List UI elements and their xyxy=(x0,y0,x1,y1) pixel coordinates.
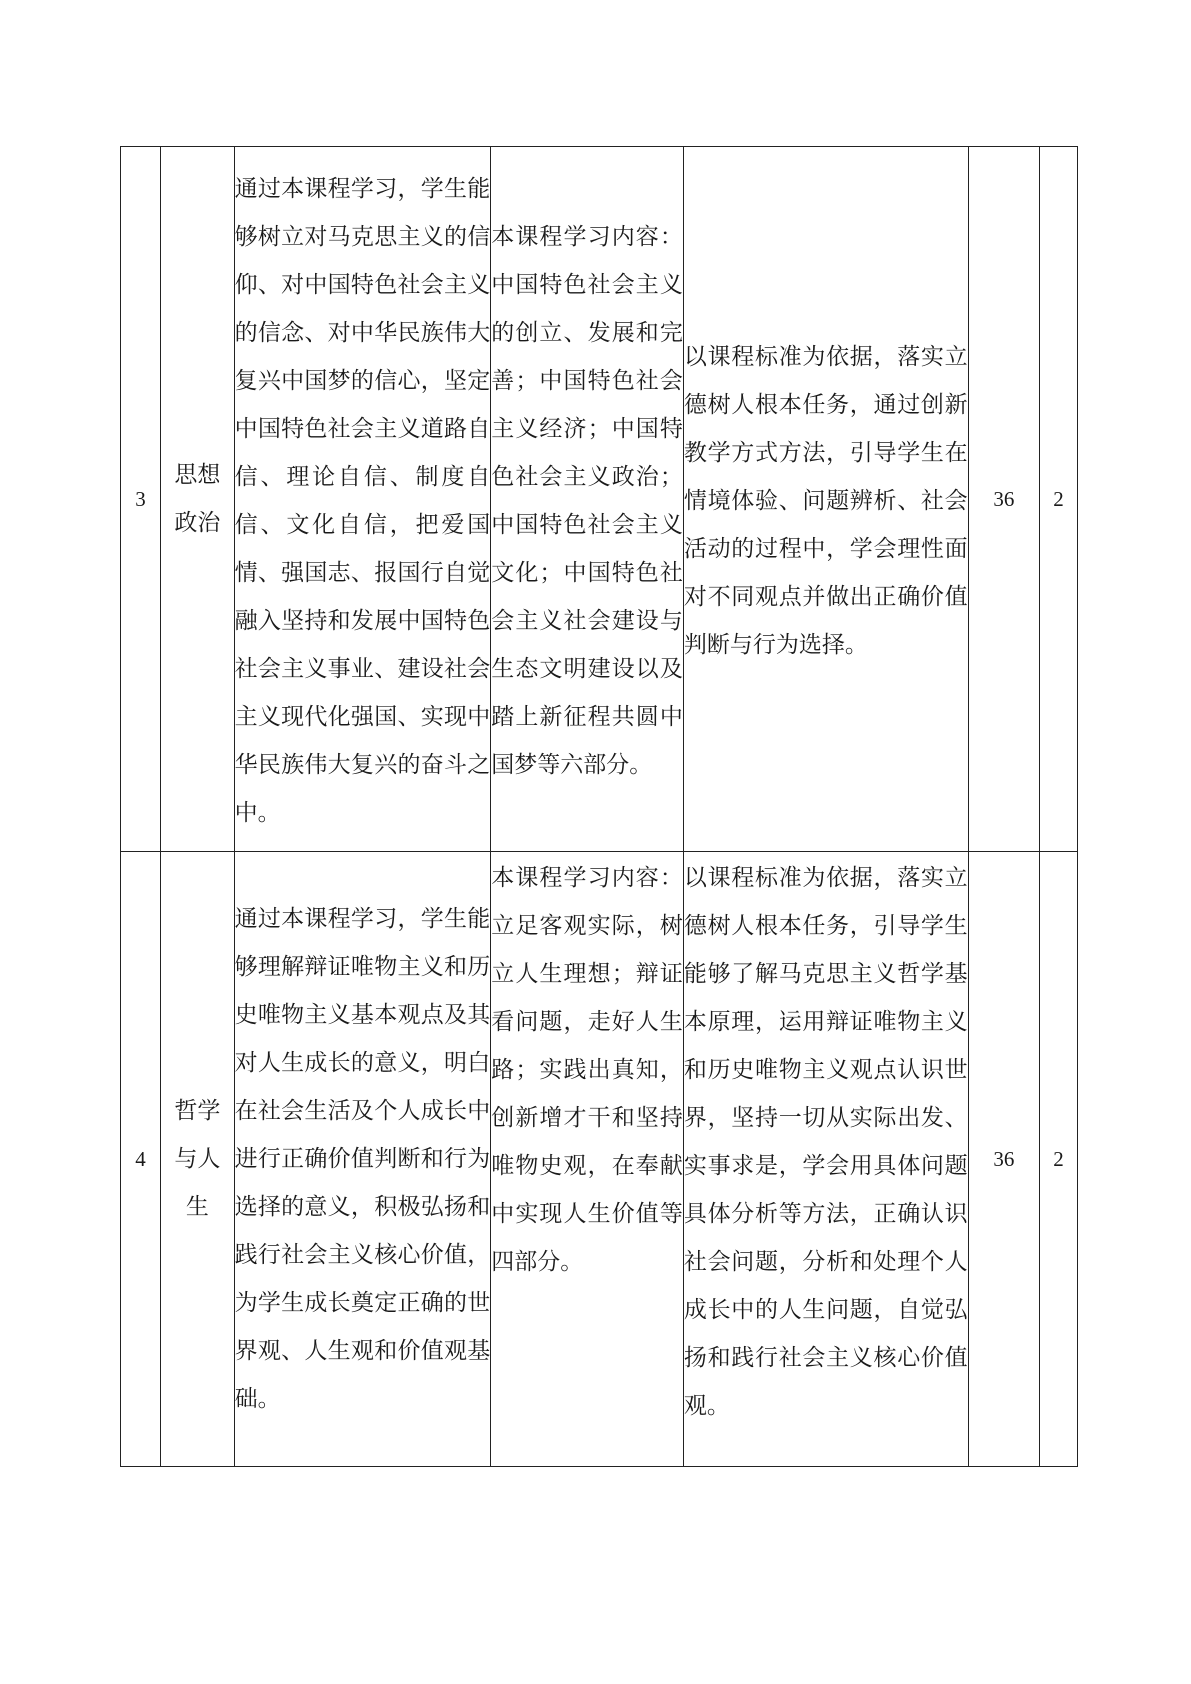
course-table xyxy=(120,146,1078,1467)
course-hours: 36 xyxy=(968,852,1039,1467)
course-requirement: 以课程标准为依据，落实立德树人根本任务，引导学生能够了解马克思主义哲学基 本原理，运用辩证唯物主义和历史唯物主义观点认识世界，坚持一切从实际出发、实事求是，学会用具体问题具体分析等方法，正确认识社会问题，分析和处理个人成长中的人生问题，自觉弘扬和践行社会主义核心价值观。 xyxy=(683,852,968,1467)
course-credits: 2 xyxy=(1040,147,1078,852)
course-credits: 2 xyxy=(1040,852,1078,1467)
course-name xyxy=(161,147,235,852)
course-name-line: 思想 xyxy=(174,462,221,488)
course-name xyxy=(161,852,235,1467)
course-name-line: 哲学 xyxy=(174,1098,221,1124)
table-row xyxy=(121,852,1078,1467)
course-goal: 通过本课程学习，学生能够树立对马克思主义的信仰、对中国特色社会主义的信念、对中华民族伟大复兴中国梦的信心，坚定中国特色社会主义道路自信、理论自信、制度自信、文化自信，把爱国情、强国志、报国行自觉融入坚持和发展中国特色社会主义事业、建设社会主义现代化强国、实现中华民族伟大复兴的奋斗之中。 xyxy=(234,147,491,852)
course-number: 3 xyxy=(121,147,161,852)
course-name-line: 与人 xyxy=(174,1146,221,1172)
course-content: 本课程学习内容：中国特色社会主义的创立、发展和完善；中国特色社会主义经济；中国特色社会主义政治；中国特色社会主义文化；中国特色社会主义社会建设与生态文明建设以及踏上新征程共圆中国梦等六部分。 xyxy=(491,147,684,852)
table-row xyxy=(121,147,1078,852)
course-content: 本课程学习内容：立足客观实际，树立人生理想；辩证看问题，走好人生路；实践出真知，创新增才干和坚持唯物史观，在奉献中实现人生价值等四部分。 xyxy=(491,852,684,1467)
course-hours: 36 xyxy=(968,147,1039,852)
course-requirement: 以课程标准为依据，落实立德树人根本任务，通过创新教学方式方法，引导学生在情境体验、问题辨析、社会活动的过程中，学会理性面对不同观点并做出正确价值 判断与行为选择。 xyxy=(683,147,968,852)
course-number: 4 xyxy=(121,852,161,1467)
course-name-line: 生 xyxy=(185,1194,209,1220)
course-name-line: 政治 xyxy=(174,510,221,536)
course-goal: 通过本课程学习，学生能够理解辩证唯物主义和历史唯物主义基本观点及其对人生成长的意义，明白在社会生活及个人成长中进行正确价值判断和行为选择的意义，积极弘扬和践行社会主义核心价值，为学生成长奠定正确的世界观、人生观和价值观基础。 xyxy=(234,852,491,1467)
